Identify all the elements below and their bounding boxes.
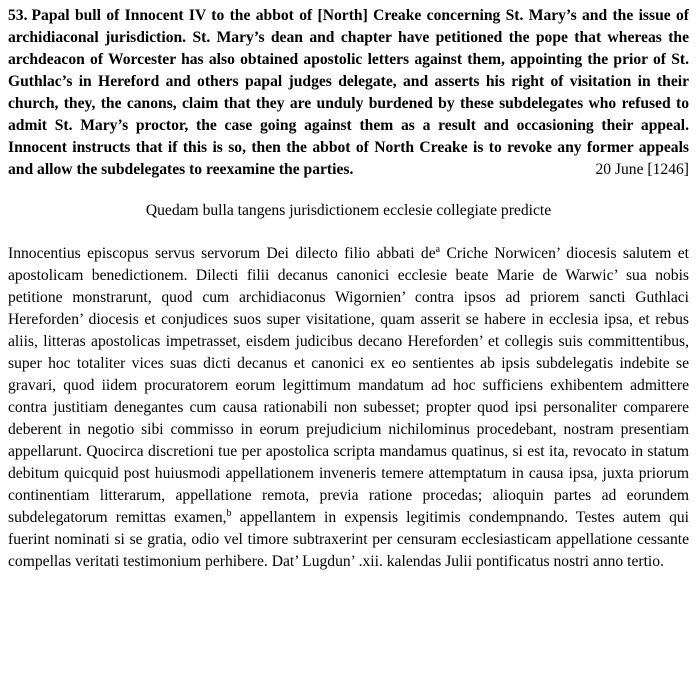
entry-date: 20 June [1246] xyxy=(595,161,689,178)
summary-text: Papal bull of Innocent IV to the abbot of [North] Creake concerning St. Mary’s and the issue of archidiaconal jurisdiction. St. Mary’s dean and chapter have petitioned the pope that whereas the archdeacon of Worcester has also obtained apostolic letters against them, appointing the prior of St. Guthlac’s in Hereford and others papal judges delegate, and asserts his right of visitation in their church, they, the canons, claim that they are unduly burdened by these subdelegates who refused to admit St. Mary’s proctor, the case going against them as a result and occasioning their appeal. Innocent instructs that if this is so, then the abbot of North Creake is to revoke any former appeals and allow the subdelegates to reexamine the parties. xyxy=(8,7,689,178)
latin-text-part-1: Innocentius episcopus servus servorum Dei dilecto filio abbati de xyxy=(8,245,436,262)
document-heading: Quedam bulla tangens jurisdictionem ecclesie collegiate predicte xyxy=(145,202,552,219)
latin-text-part-3: appellantem in expensis legitimis condempnando. Testes autem qui fuerint nominati si se gratia, odio vel timore subtraxerint per censuram ecclesiasticam appellatione cessante compellas veritati testimonium perhibere. Dat’ Lugdun’ .xii. kalendas Julii pontificatus nostri anno tertio. xyxy=(8,509,690,570)
footnote-marker-a: a xyxy=(435,243,441,255)
latin-text-part-2: Criche Norwicen’ diocesis salutem et apostolicam benedictionem. Dilecti filii decanus canonici ecclesie beate Marie de Warwic’ sua nobis petitione monstrarunt, quod cum archidiaconus Wigornien’ contra ipsos ad priorem sancti Guthlaci Hereforden’ diocesis et conjudices suos super visitatione, quam asserit se habere in ecclesia ipsa, et rebus aliis, litteras apostolicas impetrasset, eisdem judicibus decano Hereforden’ et collegis suis committentibus, super hoc totaliter vices suas dicti decanus et canonici ex eo sentientes ab ipsis subdelegatis indebite se gravari, quod iidem procuratorem eorum legittimum mandatum ad hoc sufficiens exhibentem admittere contra justitiam denegantes cum causa rationabili non subesset; propter quod ipsi personaliter comparere deberent in negotio sibi commisso in eorum prejudicium nichilominus procedebant, nostram presentiam appellarunt. Quocirca discretioni tue per apostolica scripta mandamus quatinus, si est ita, revocato in statum debitum quicquid post huiusmodi appellationem inveneris temere attemptatum in causa ipsa, juxta priorum continentiam litterarum, appellatione remota, previa ratione procedas; alioquin partes ad eorundem subdelegatorum remittas examen, xyxy=(8,245,689,526)
entry-number: 53. xyxy=(8,7,28,24)
latin-text xyxy=(8,243,689,573)
footnote-marker-b: b xyxy=(226,507,232,519)
entry-summary xyxy=(8,5,689,181)
